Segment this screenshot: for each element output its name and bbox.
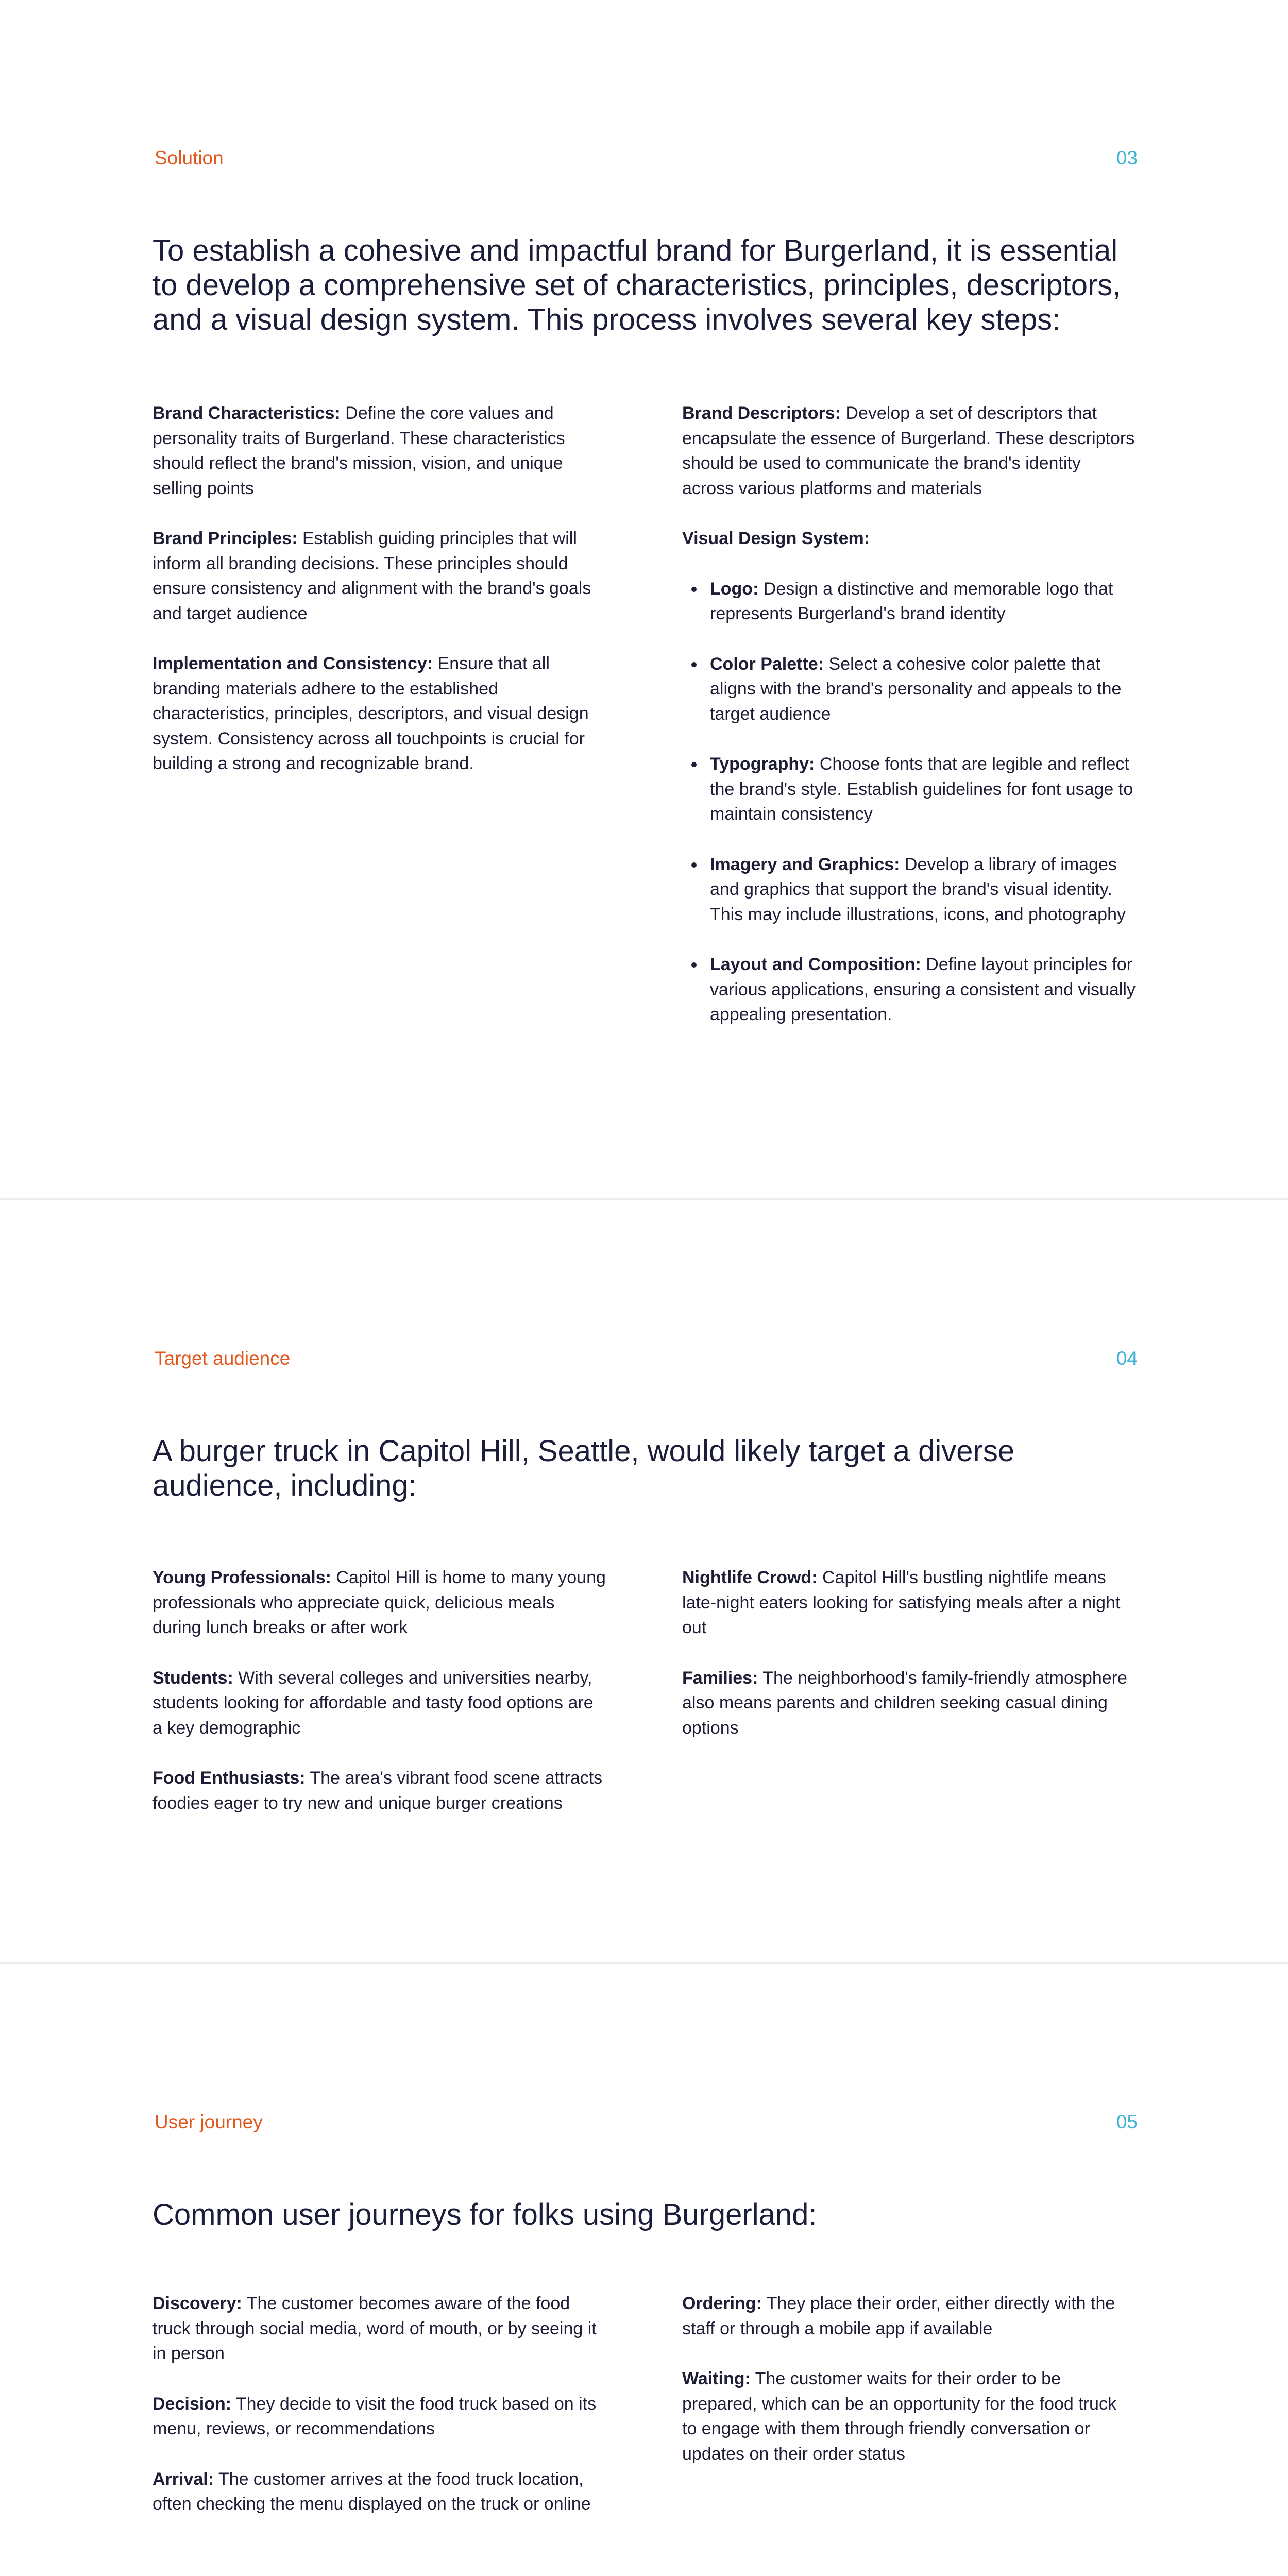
user-journey-section [0, 1964, 1288, 2576]
implementation-consistency: Implementation and Consistency: Ensure that all branding materials adhere to the established characteristics, principles, descriptors, and visual design system. Consistency across all touchpoints is crucial for building a strong and recognizable brand. [152, 654, 589, 773]
list-item: Imagery and Graphics: Develop a library of images and graphics that support the brand's visual identity. This may include illustrations, icons, and photography [682, 852, 1136, 927]
visual-design-title: Visual Design System: [682, 529, 870, 548]
section-heading: Common user journeys for folks using Burgerland: [152, 2198, 817, 2231]
section-number: 03 [1116, 147, 1138, 168]
left-column [152, 2291, 606, 2542]
list-item: Color Palette: Select a cohesive color palette that aligns with the brand's personality and appeals to the target audience [682, 652, 1136, 727]
target-audience-section [0, 1200, 1288, 1964]
section-heading: A burger truck in Capitol Hill, Seattle, would likely target a diverse audience, including: [152, 1434, 1015, 1502]
section-number: 05 [1116, 2111, 1138, 2132]
section-label: Target audience [155, 1348, 291, 1369]
right-column [682, 2291, 1136, 2542]
visual-design-list [682, 577, 1136, 1027]
young-professionals: Young Professionals: Capitol Hill is home to many young professionals who appreciate quick, delicious meals during lunch breaks or after work [152, 1568, 606, 1637]
list-item: Layout and Composition: Define layout principles for various applications, ensuring a consistent and visually appealing presentation. [682, 952, 1136, 1027]
families: Families: The neighborhood's family-friendly atmosphere also means parents and children seeking casual dining options [682, 1668, 1127, 1738]
waiting: Waiting: The customer waits for their order to be prepared, which can be an opportunity for the food truck to engage with them through friendly conversation or updates on their order status [682, 2369, 1116, 2464]
section-number: 04 [1116, 1348, 1138, 1369]
left-column [152, 1565, 606, 1841]
decision: Decision: They decide to visit the food truck based on its menu, reviews, or recommendations [152, 2394, 597, 2438]
section-label: User journey [155, 2111, 263, 2132]
students: Students: With several colleges and universities nearby, students looking for affordable and tasty food options are a key demographic [152, 1668, 594, 1738]
right-column [682, 1565, 1136, 1841]
brand-principles: Brand Principles: Establish guiding principles that will inform all branding decisions. These principles should ensure consistency and alignment with the brand's goals and target audience [152, 529, 591, 623]
section-heading: To establish a cohesive and impactful brand for Burgerland, it is essential to develop a comprehensive set of characteristics, principles, descriptors, and a visual design system. This process involves several key steps: [152, 234, 1121, 336]
discovery: Discovery: The customer becomes aware of the food truck through social media, word of mouth, or by seeing it in person [152, 2294, 597, 2363]
brand-descriptors: Brand Descriptors: Develop a set of descriptors that encapsulate the essence of Burgerland. These descriptors should be used to communicate the brand's identity across various platforms and materials [682, 403, 1135, 498]
ordering: Ordering: They place their order, either directly with the staff or through a mobile app if available [682, 2294, 1115, 2338]
food-enthusiasts: Food Enthusiasts: The area's vibrant food scene attracts foodies eager to try new and unique burger creations [152, 1768, 603, 1813]
solution-section [0, 0, 1288, 1200]
arrival: Arrival: The customer arrives at the food truck location, often checking the menu displayed on the truck or online [152, 2469, 591, 2514]
list-item: Typography: Choose fonts that are legible and reflect the brand's style. Establish guidelines for font usage to maintain consistency [682, 752, 1136, 827]
section-label: Solution [155, 147, 224, 168]
left-column [152, 401, 606, 1053]
nightlife-crowd: Nightlife Crowd: Capitol Hill's bustling nightlife means late-night eaters looking for satisfying meals after a night out [682, 1568, 1121, 1637]
right-column [682, 401, 1136, 1053]
brand-characteristics: Brand Characteristics: Define the core values and personality traits of Burgerland. These characteristics should reflect the brand's mission, vision, and unique selling points [152, 403, 565, 498]
list-item: Logo: Design a distinctive and memorable logo that represents Burgerland's brand identity [682, 577, 1136, 626]
